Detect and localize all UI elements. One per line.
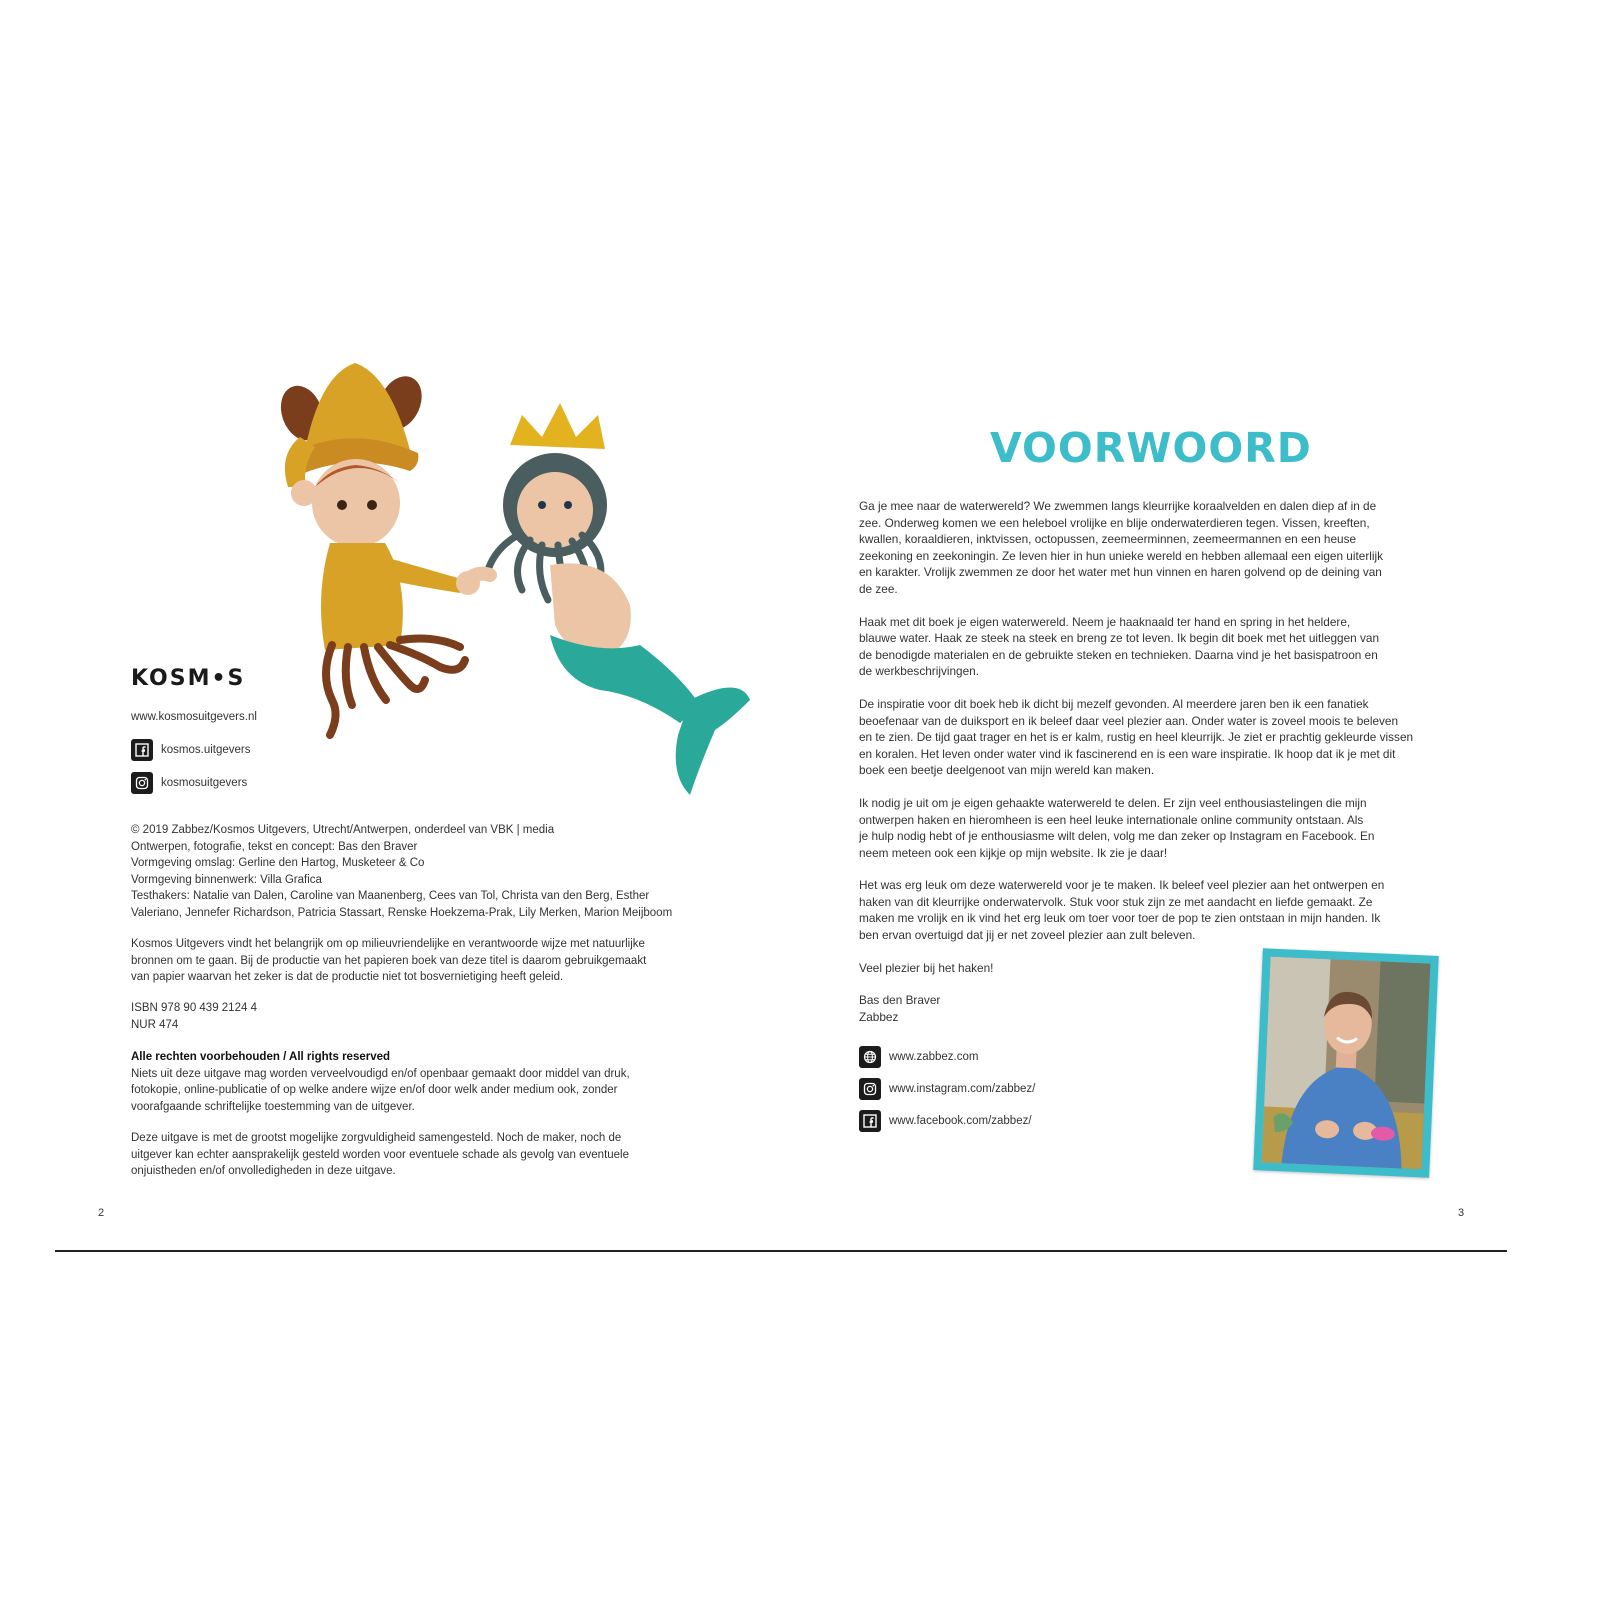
squid-doll [274, 363, 480, 735]
credits-line: Valeriano, Jennefer Richardson, Patricia Stassart, Renske Hoekzema-Prak, Lily Merken, Marion Meijboom [131, 906, 673, 919]
facebook-icon [131, 739, 153, 761]
facebook-icon [859, 1110, 881, 1132]
website-url: www.zabbez.com [889, 1051, 979, 1063]
page-title: VOORWOORD [990, 424, 1312, 472]
text-line: je hulp nodig hebt of je enthousiasme wilt delen, volg me dan zeker op Instagram en Facebook. En [859, 829, 1375, 844]
environment-statement [131, 936, 751, 986]
text-line: zee. Onderweg komen we een heleboel vrolijke en blije onderwaterdieren tegen. Vissen, kreeften, [859, 515, 1370, 530]
text-line: onjuistheden en/of onvolledigheden in deze uitgave. [131, 1165, 396, 1178]
facebook-handle: kosmos.uitgevers [161, 744, 251, 756]
credits-line: Testhakers: Natalie van Dalen, Caroline van Maanenberg, Cees van Tol, Christa van den Berg, Esther [131, 890, 650, 903]
text-line: Het was erg leuk om deze waterwereld voor je te maken. Ik beleef veel plezier aan het ontwerpen en [859, 878, 1385, 893]
credits-line: Vormgeving binnenwerk: Villa Grafica [131, 873, 322, 886]
isbn-block [131, 1000, 257, 1033]
text-line: zeekoning en zeekoningin. Ze leven hier in hun unieke wereld en hebben allemaal een eigen uiterlijk [859, 548, 1384, 563]
instagram-url: www.instagram.com/zabbez/ [889, 1083, 1036, 1095]
text-line: de zee. [859, 581, 898, 596]
text-line: voorafgaande schriftelijke toestemming van de uitgever. [131, 1100, 415, 1113]
instagram-handle: kosmosuitgevers [161, 777, 248, 789]
text-line: Niets uit deze uitgave mag worden verveelvoudigd en/of openbaar gemaakt door middel van druk, [131, 1067, 630, 1080]
text-line: blauwe water. Haak ze steek na steek en breng ze tot leven. Ik begin dit boek met het uitleggen van [859, 631, 1380, 646]
bottom-divider [55, 1250, 1507, 1252]
text-line: kwallen, koraaldieren, inktvissen, octopussen, zeemeerminnen, zeemeermannen en een heuse [859, 532, 1357, 547]
text-line: Kosmos Uitgevers vindt het belangrijk om op milieuvriendelijke en verantwoorde wijze met natuurlijke [131, 938, 645, 950]
isbn: ISBN 978 90 439 2124 4 [131, 1002, 257, 1014]
text-line: boek een beetje deelgenoot van mijn wereld kan maken. [859, 763, 1155, 778]
text-line: en karakter. Vrolijk zwemmen ze door het water met hun vinnen en haren golvend op de deining van [859, 565, 1382, 580]
publisher-facebook[interactable] [131, 739, 250, 761]
credits-line: Vormgeving omslag: Gerline den Hartog, Musketeer & Co [131, 857, 425, 870]
paragraph [859, 498, 1459, 598]
author-photo [1253, 948, 1439, 1177]
text-line: Ik nodig je uit om je eigen gehaakte waterwereld te delen. Er zijn veel enthousiastelingen die mijn [859, 795, 1367, 810]
text-line: fotokopie, online-publicatie of op welke andere wijze en/of door welk ander medium ook, zonder [131, 1084, 618, 1097]
facebook-url: www.facebook.com/zabbez/ [889, 1115, 1032, 1127]
publisher-logo: KOSM•S [131, 666, 246, 691]
text-line: de benodigde materialen en de gebruikte steken en technieken. Daarna vind je het basispatroon en [859, 647, 1378, 662]
text-line: bronnen om te gaan. Bij de productie van het papieren boek van deze titel is daarom gebruikgemaakt [131, 954, 647, 967]
signature-name: Bas den Braver [859, 993, 941, 1008]
signature-brand: Zabbez [859, 1009, 899, 1024]
disclaimer-block [131, 1130, 751, 1180]
author-website-link[interactable] [859, 1046, 978, 1068]
nur: NUR 474 [131, 1018, 179, 1031]
publisher-instagram[interactable] [131, 772, 247, 794]
paragraph [859, 696, 1459, 779]
paragraph [859, 795, 1459, 861]
page-number-right: 3 [1458, 1207, 1465, 1219]
text-line: Haak met dit boek je eigen waterwereld. Neem je haaknaald ter hand en spring in het heldere, [859, 614, 1351, 629]
globe-icon [859, 1046, 881, 1068]
text-line: en te zien. De tijd gaat trager en het is er kalm, rustig en heel kleurrijk. Je ziet er prachtig gekleurde vissen [859, 730, 1414, 745]
credits-line: Ontwerpen, fotografie, tekst en concept: Bas den Braver [131, 840, 418, 853]
text-line: ben ervan overtuigd dat jij er net zoveel plezier aan zult beleven. [859, 928, 1196, 943]
text-line: en koralen. Het leven onder water vind ik fascinerend en is een ware inspiratie. Ik hoop dat ik je met dit [859, 746, 1396, 761]
instagram-icon [859, 1078, 881, 1100]
text-line: ontwerpen haken en hieromheen is een heel leuke internationale online community ontstaan. Als [859, 812, 1364, 827]
author-instagram-link[interactable] [859, 1078, 1035, 1100]
publisher-website[interactable]: www.kosmosuitgevers.nl [131, 711, 257, 723]
page-number-left: 2 [98, 1207, 105, 1219]
text-line: Ga je mee naar de waterwereld? We zwemmen langs kleurrijke koraalvelden en dalen diep af in de [859, 499, 1377, 513]
text-line: uitgever kan echter aansprakelijk gesteld worden voor eventuele schade als gevolg van eventuele [131, 1148, 630, 1161]
text-line: Deze uitgave is met de grootst mogelijke zorgvuldigheid samengesteld. Noch de maker, noch de [131, 1132, 622, 1144]
text-line: de werkbeschrijvingen. [859, 664, 979, 679]
text-line: neem meteen ook een kijkje op mijn website. Ik zie je daar! [859, 845, 1168, 860]
rights-block [131, 1049, 751, 1115]
paragraph [859, 614, 1459, 680]
text-line: Veel plezier bij het haken! [859, 960, 994, 975]
rights-heading: Alle rechten voorbehouden / All rights reserved [131, 1051, 391, 1063]
author-facebook-link[interactable] [859, 1110, 1032, 1132]
crochet-dolls-illustration [260, 355, 780, 815]
text-line: De inspiratie voor dit boek heb ik dicht bij mezelf gevonden. Al meerdere jaren ben ik een fanatiek [859, 696, 1369, 711]
text-line: haken van dit kleurrijke onderwatervolk. Stuk voor stuk zijn ze met aandacht en liefde gemaakt. Ze [859, 894, 1373, 909]
text-line: van papier waarvan het zeker is dat de productie niet tot bosvernietiging heeft geleid. [131, 971, 564, 984]
author-portrait [1262, 957, 1431, 1170]
text-line: beoefenaar van de duiksport en ik beleef daar veel plezier aan. Onder water is zoveel moois te beleven [859, 713, 1399, 728]
paragraph [859, 877, 1459, 943]
text-line: maken me vrolijk en ik vind het erg leuk om toer voor toer de pop te zien ontstaan in mijn handen. Ik [859, 911, 1381, 926]
foreword-text [859, 498, 1459, 1025]
instagram-icon [131, 772, 153, 794]
credits-block [131, 822, 751, 922]
merman-doll [465, 403, 750, 795]
credits-line: © 2019 Zabbez/Kosmos Uitgevers, Utrecht/Antwerpen, onderdeel van VBK | media [131, 824, 555, 836]
